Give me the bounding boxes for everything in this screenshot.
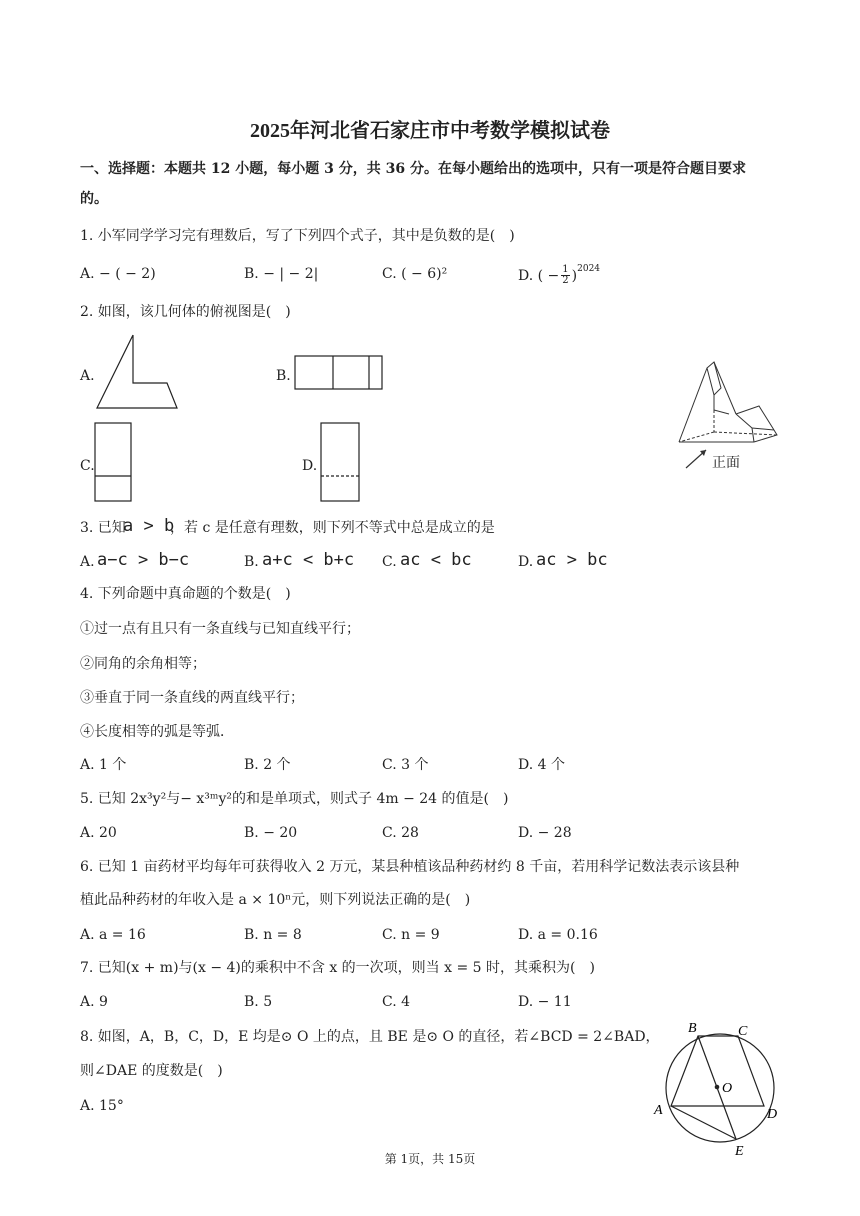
q8-label-e: E: [735, 1144, 744, 1159]
q3-option-d: ac > bc: [536, 550, 608, 570]
q3-stem-prefix: 3. 已知: [80, 520, 126, 536]
q4-option-a: A. 1 个: [80, 757, 127, 773]
q5-option-b: B. − 20: [244, 825, 298, 841]
q1-option-d: [518, 265, 600, 286]
q4-statement-4: ④长度相等的弧是等弧．: [80, 724, 234, 740]
q1-option-d-prefix: D. ( −: [518, 267, 560, 284]
q6-option-d: D. a = 0.16: [518, 927, 598, 943]
q4-option-d: D. 4 个: [518, 757, 565, 773]
q4-option-c: C. 3 个: [382, 757, 429, 773]
q2-option-b-label: B.: [276, 368, 291, 384]
q1-option-d-fraction: [561, 265, 569, 286]
q4-option-b: B. 2 个: [244, 757, 291, 773]
q2-option-c-label: C.: [80, 458, 95, 474]
q1-option-b: B. − | − 2|: [244, 266, 319, 282]
q2-option-d-label: D.: [302, 458, 318, 474]
q6-option-c: C. n = 9: [382, 927, 440, 943]
q7-option-a: A. 9: [80, 994, 108, 1010]
q1-option-a: A. − ( − 2): [80, 266, 156, 282]
q8-label-c: C: [738, 1024, 748, 1039]
q5-stem: 5. 已知 2x³y²与− x³ᵐy²的和是单项式，则式子 4m − 24 的值是( ): [80, 791, 509, 807]
q4-statement-2: ②同角的余角相等；: [80, 656, 206, 672]
q7-option-d: D. − 11: [518, 994, 572, 1010]
q3-option-b-label: B.: [244, 554, 259, 570]
q8-stem-line2: 则∠DAE 的度数是( ): [80, 1063, 223, 1079]
q2-option-a-label: A.: [80, 368, 95, 384]
q7-option-b: B. 5: [244, 994, 273, 1010]
q2-option-b-figure: [294, 355, 386, 391]
q7-option-c: C. 4: [382, 994, 411, 1010]
q3-stem-suffix: ，若 c 是任意有理数，则下列不等式中总是成立的是: [170, 520, 495, 536]
q8-label-d: D: [767, 1107, 778, 1122]
section-heading-line1: 一、选择题：本题共 12 小题，每小题 3 分，共 36 分。在每小题给出的选项中，只有一项是符合题目要求: [80, 161, 746, 177]
page-footer: 第 1页，共 15页: [384, 1152, 476, 1166]
q8-label-a: A: [654, 1103, 663, 1118]
q6-stem-line2: 植此品种药材的年收入是 a × 10ⁿ元，则下列说法正确的是( ): [80, 892, 471, 908]
q1-stem: 1. 小军同学学习完有理数后，写了下列四个式子，其中是负数的是( ): [80, 228, 515, 244]
q4-stem: 4. 下列命题中真命题的个数是( ): [80, 586, 291, 602]
q1-option-d-numerator: 1: [562, 264, 569, 275]
q8-label-o: O: [722, 1081, 733, 1096]
q3-option-c: ac < bc: [400, 550, 472, 570]
q1-option-d-denominator: 2: [562, 275, 569, 286]
q4-statement-3: ③垂直于同一条直线的两直线平行；: [80, 690, 304, 706]
q1-option-d-suffix: ): [571, 267, 578, 284]
q1-option-c: C. ( − 6)²: [382, 266, 448, 282]
q1-option-d-exponent: 2024: [577, 263, 601, 274]
q8-stem-line1: 8. 如图，A，B，C，D，E 均是⊙ O 上的点，且 BE 是⊙ O 的直径，若∠BCD = 2∠BAD，: [80, 1029, 660, 1045]
q2-option-c-figure: [94, 422, 134, 504]
q3-option-b: a+c < b+c: [262, 550, 355, 570]
q8-label-b: B: [688, 1021, 697, 1036]
q8-option-a: A. 15°: [80, 1098, 124, 1114]
q3-option-a-label: A.: [80, 554, 95, 570]
q5-option-a: A. 20: [80, 825, 117, 841]
q2-option-d-figure: [320, 422, 362, 504]
q6-option-b: B. n = 8: [244, 927, 302, 943]
q5-option-c: C. 28: [382, 825, 419, 841]
q4-statement-1: ①过一点有且只有一条直线与已知直线平行；: [80, 621, 360, 637]
q6-option-a: A. a = 16: [80, 927, 146, 943]
q5-option-d: D. − 28: [518, 825, 572, 841]
page-title: 2025年河北省石家庄市中考数学模拟试卷: [250, 120, 610, 142]
q6-stem-line1: 6. 已知 1 亩药材平均每年可获得收入 2 万元，某县种植该品种药材约 8 千亩，若用科学记数法表示该县种: [80, 859, 740, 875]
q8-circle-figure: [650, 1022, 790, 1162]
section-heading-line2: 的。: [80, 191, 108, 207]
q3-option-d-label: D.: [518, 554, 534, 570]
q2-stem: 2. 如图，该几何体的俯视图是( ): [80, 304, 291, 320]
q2-option-a-figure: [95, 333, 185, 413]
q3-option-a: a−c > b−c: [97, 550, 190, 570]
q3-stem-handwritten: a > b: [123, 516, 175, 536]
q3-option-c-label: C.: [382, 554, 397, 570]
q7-stem: 7. 已知(x + m)与(x − 4)的乘积中不含 x 的一次项，则当 x = 5 时，其乘积为( ): [80, 960, 595, 976]
q2-front-label: 正面: [712, 454, 740, 470]
